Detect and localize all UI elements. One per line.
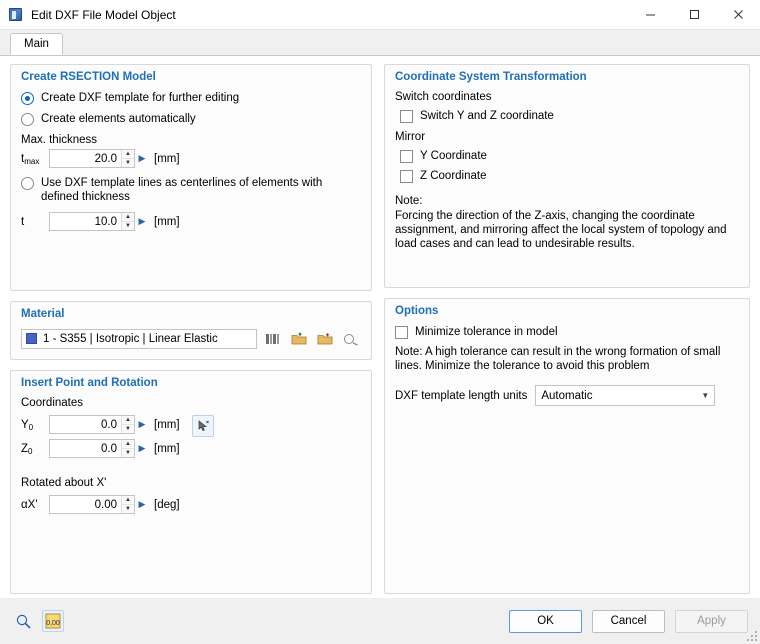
- left-column: [10, 64, 372, 594]
- group-title-coordinate-transformation: Coordinate System Transformation: [395, 71, 587, 83]
- checkbox-minimize-tolerance-label: Minimize tolerance in model: [415, 326, 558, 338]
- y0-row: [21, 415, 180, 434]
- y0-value[interactable]: [50, 416, 121, 433]
- y0-input[interactable]: [49, 415, 135, 434]
- units-select[interactable]: [535, 385, 715, 406]
- y0-symbol: $Y_0$: [21, 418, 34, 432]
- checkbox-switch-yz-label: Switch Y and Z coordinate: [420, 110, 554, 122]
- spinner-down-icon[interactable]: ▼: [125, 160, 131, 166]
- rotation-input[interactable]: [49, 495, 135, 514]
- units-settings-icon[interactable]: [42, 610, 64, 632]
- checkbox-switch-yz[interactable]: [400, 109, 739, 123]
- spinner-up-icon[interactable]: ▲: [122, 440, 134, 449]
- group-title-insert-point: Insert Point and Rotation: [21, 377, 158, 389]
- y0-unit: [mm]: [154, 418, 180, 431]
- coordinates-label: Coordinates: [21, 397, 84, 409]
- tmax-value[interactable]: [50, 150, 121, 167]
- t-unit: [mm]: [154, 215, 180, 228]
- material-library-icon[interactable]: [262, 328, 283, 349]
- rotation-symbol: αX': [21, 498, 38, 511]
- rotation-row: [21, 495, 361, 514]
- z0-input[interactable]: [49, 439, 135, 458]
- maximize-button[interactable]: [672, 0, 716, 30]
- z0-row: [21, 439, 180, 458]
- tolerance-note: Note: A high tolerance can result in the wrong formation of small lines. Minimize the tolerance to avoid this problem: [395, 346, 721, 372]
- z0-spinner[interactable]: [121, 440, 134, 457]
- minimize-button[interactable]: [628, 0, 672, 30]
- footer-right-buttons: [509, 610, 748, 633]
- radio-use-dxf-centerlines-label: Use DXF template lines as centerlines of elements with defined thickness: [41, 177, 323, 203]
- units-selected-value: Automatic: [541, 389, 593, 402]
- material-value: 1 - S355 | Isotropic | Linear Elastic: [43, 332, 218, 345]
- tmax-spinner[interactable]: [121, 150, 134, 167]
- rotation-expand-icon[interactable]: ▶: [138, 499, 146, 509]
- checkbox-mirror-y[interactable]: [400, 149, 739, 163]
- z0-symbol: $Z_0$: [21, 442, 33, 456]
- t-symbol: t: [21, 215, 25, 228]
- y0-spinner[interactable]: [121, 416, 134, 433]
- tmax-symbol: $t_{max}$: [21, 152, 40, 166]
- checkbox-minimize-tolerance[interactable]: [395, 325, 739, 339]
- radio-create-dxf-template-label: Create DXF template for further editing: [41, 92, 240, 104]
- mirror-label: Mirror: [395, 131, 426, 143]
- rotation-label: Rotated about X': [21, 477, 107, 489]
- right-column: [384, 64, 750, 594]
- tmax-expand-icon[interactable]: ▶: [138, 153, 146, 163]
- t-expand-icon[interactable]: ▶: [138, 216, 146, 226]
- spinner-up-icon[interactable]: ▲: [122, 496, 134, 505]
- group-title-material: Material: [21, 308, 65, 320]
- material-color-swatch: [26, 333, 37, 344]
- units-row: [395, 385, 739, 406]
- radio-create-dxf-template[interactable]: [21, 91, 361, 105]
- group-create-rsection-model: [10, 64, 372, 291]
- checkbox-mirror-z[interactable]: [400, 169, 739, 183]
- spinner-down-icon[interactable]: ▼: [125, 426, 131, 432]
- rotation-spinner[interactable]: [121, 496, 134, 513]
- z0-unit: [mm]: [154, 442, 180, 455]
- spinner-down-icon[interactable]: ▼: [125, 223, 131, 229]
- radio-indicator: [21, 113, 34, 126]
- coordinate-note-text: Forcing the direction of the Z-axis, changing the coordinate assignment, and mirroring affect the local system of topology and load cases and can lead to undesirable results.: [395, 210, 727, 250]
- footer-left-buttons: [12, 610, 64, 632]
- radio-create-elements-automatically[interactable]: [21, 112, 361, 126]
- group-insert-point-rotation: [10, 370, 372, 594]
- max-thickness-label: Max. thickness: [21, 134, 98, 146]
- apply-button-label: Apply: [697, 615, 726, 627]
- switch-coordinates-label: Switch coordinates: [395, 91, 492, 103]
- y0-expand-icon[interactable]: ▶: [138, 419, 146, 429]
- tmax-input[interactable]: [49, 149, 135, 168]
- checkbox-indicator: [395, 326, 408, 339]
- units-label: DXF template length units: [395, 389, 528, 402]
- z0-expand-icon[interactable]: ▶: [138, 443, 146, 453]
- group-title-options: Options: [395, 305, 439, 317]
- apply-button[interactable]: [675, 610, 748, 633]
- checkbox-indicator: [400, 110, 413, 123]
- radio-indicator: [21, 177, 34, 190]
- group-title-create-model: Create RSECTION Model: [21, 71, 156, 83]
- tab-main[interactable]: [10, 33, 63, 55]
- dialog-body: [0, 55, 760, 598]
- t-spinner[interactable]: [121, 213, 134, 230]
- material-new-icon[interactable]: [314, 328, 335, 349]
- cancel-button-label: Cancel: [610, 615, 647, 627]
- group-material: [10, 301, 372, 360]
- rotation-unit: [deg]: [154, 498, 180, 511]
- radio-create-elements-label: Create elements automatically: [41, 113, 196, 125]
- tmax-unit: [mm]: [154, 152, 180, 165]
- t-row: [21, 212, 361, 231]
- ok-button[interactable]: [509, 610, 582, 633]
- spinner-up-icon[interactable]: ▲: [122, 150, 134, 159]
- checkbox-mirror-z-label: Z Coordinate: [420, 170, 487, 182]
- checkbox-indicator: [400, 150, 413, 163]
- checkbox-mirror-y-label: Y Coordinate: [420, 150, 487, 162]
- cancel-button[interactable]: [592, 610, 665, 633]
- help-magnifier-icon[interactable]: [12, 610, 34, 632]
- coordinate-note-title: Note:: [395, 195, 423, 207]
- window-controls: [628, 0, 760, 30]
- app-cube-icon: [8, 7, 24, 23]
- z0-value[interactable]: [50, 440, 121, 457]
- resize-grip[interactable]: [745, 629, 757, 641]
- t-value[interactable]: [50, 213, 121, 230]
- title-bar: [0, 0, 760, 30]
- tab-strip: [0, 30, 760, 55]
- material-import-icon[interactable]: [288, 328, 309, 349]
- spinner-up-icon[interactable]: ▲: [122, 213, 134, 222]
- ok-button-label: OK: [537, 615, 554, 627]
- group-coordinate-transformation: [384, 64, 750, 288]
- rotation-value[interactable]: [50, 496, 121, 513]
- group-options: [384, 298, 750, 594]
- tmax-row: [21, 149, 361, 168]
- spinner-up-icon[interactable]: ▲: [122, 416, 134, 425]
- dialog-footer: [0, 598, 760, 644]
- tab-main-label: Main: [24, 38, 49, 50]
- spinner-down-icon[interactable]: ▼: [125, 506, 131, 512]
- material-field[interactable]: [21, 329, 257, 349]
- close-button[interactable]: [716, 0, 760, 30]
- checkbox-indicator: [400, 170, 413, 183]
- pick-point-button[interactable]: [192, 415, 214, 437]
- svg-text:0,00: 0,00: [46, 620, 60, 627]
- radio-indicator: [21, 92, 34, 105]
- window-title: Edit DXF File Model Object: [31, 7, 176, 22]
- spinner-down-icon[interactable]: ▼: [125, 450, 131, 456]
- t-input[interactable]: [49, 212, 135, 231]
- radio-use-dxf-centerlines[interactable]: [21, 176, 361, 204]
- material-info-icon[interactable]: [340, 328, 361, 349]
- material-row: [21, 328, 361, 349]
- chevron-down-icon[interactable]: ▼: [701, 391, 710, 400]
